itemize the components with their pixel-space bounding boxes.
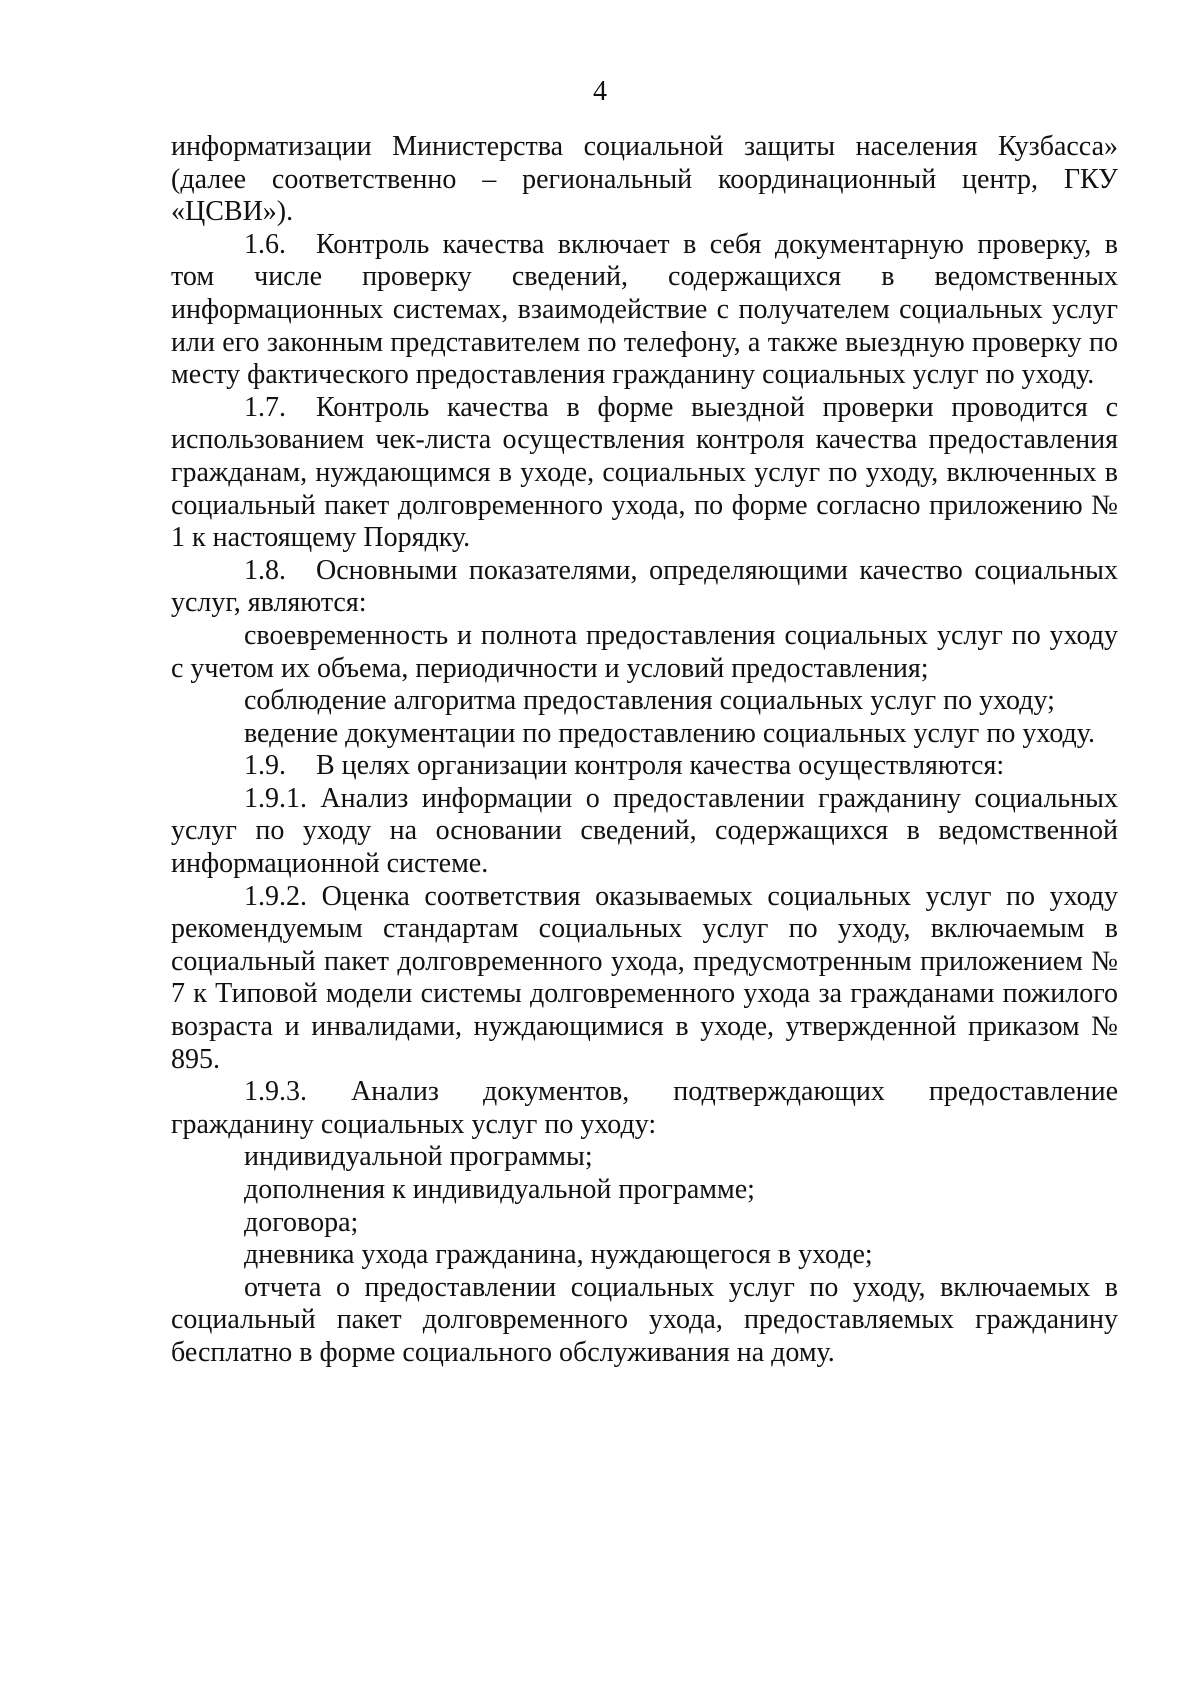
list-item-indicator: своевременность и полнота предоставления социальных услуг по уходу с учетом их объема, периодичности и условий предоставления; <box>171 619 1118 684</box>
paragraph-1-9-3 <box>171 1076 1118 1141</box>
clause-number: 1.8. <box>244 554 286 586</box>
paragraph-1-7 <box>171 392 1118 555</box>
paragraph-1-6 <box>171 229 1118 392</box>
list-item-document: отчета о предоставлении социальных услуг по уходу, включаемых в социальный пакет долговременного ухода, предоставляемых гражданину бесплатно в форме социального обслуживания на дому. <box>171 1271 1118 1368</box>
clause-number: 1.6. <box>244 228 286 260</box>
paragraph-continuation: информатизации Министерства социальной защиты населения Кузбасса» (далее соответственно – региональный координационный центр, ГКУ «ЦСВИ»). <box>171 131 1118 228</box>
clause-text: Основными показателями, определяющими качество социальных услуг, являются: <box>171 554 1118 619</box>
page-number: 4 <box>593 76 607 107</box>
clause-number: 1.7. <box>244 391 286 423</box>
clause-text: Контроль качества в форме выездной проверки проводится с использованием чек-листа осуществления контроля качества предоставления гражданам, нуждающимся в уходе, социальных услуг по уходу, включенных в социальный пакет долговременного ухода, по форме согласно приложению № 1 к настоящему Порядку. <box>171 391 1118 554</box>
clause-text: В целях организации контроля качества осуществляются: <box>316 750 1005 782</box>
clause-number: 1.9.2. <box>244 880 307 912</box>
list-item-document: договора; <box>244 1206 359 1238</box>
clause-number: 1.9.3. <box>244 1076 307 1108</box>
clause-text: Анализ документов, подтверждающих предоставление гражданину социальных услуг по уходу: <box>171 1076 1118 1140</box>
list-item-indicator: ведение документации по предоставлению социальных услуг по уходу. <box>244 717 1095 749</box>
paragraph-1-9-2 <box>171 881 1118 1077</box>
list-item-document: дневника ухода гражданина, нуждающегося в уходе; <box>244 1239 873 1271</box>
clause-text: Анализ информации о предоставлении гражданину социальных услуг по уходу на основании сведений, содержащихся в ведомственной информационной системе. <box>171 782 1118 880</box>
document-body <box>171 131 1118 1370</box>
clause-number: 1.9. <box>244 750 286 782</box>
paragraph-1-9-1 <box>171 783 1118 881</box>
paragraph-1-9 <box>171 750 1118 783</box>
clause-text: Контроль качества включает в себя документарную проверку, в том числе проверку сведений, содержащихся в ведомственных информационных системах, взаимодействие с получателем социальных услуг или его законным представителем по телефону, а также выездную проверку по месту фактического предоставления гражданину социальных услуг по уходу. <box>171 228 1118 391</box>
list-item-document: индивидуальной программы; <box>244 1141 593 1173</box>
clause-number: 1.9.1. <box>244 782 307 814</box>
clause-text: Оценка соответствия оказываемых социальных услуг по уходу рекомендуемым стандартам социальных услуг по уходу, включаемым в социальный пакет долговременного ухода, предусмотренным приложением № 7 к Типовой модели системы долговременного ухода за гражданами пожилого возраста и инвалидами, нуждающимися в уходе, утвержденной приказом № 895. <box>171 880 1119 1075</box>
list-item-indicator: соблюдение алгоритма предоставления социальных услуг по уходу; <box>244 685 1055 717</box>
list-item-document: дополнения к индивидуальной программе; <box>244 1174 755 1205</box>
paragraph-1-8 <box>171 555 1118 620</box>
